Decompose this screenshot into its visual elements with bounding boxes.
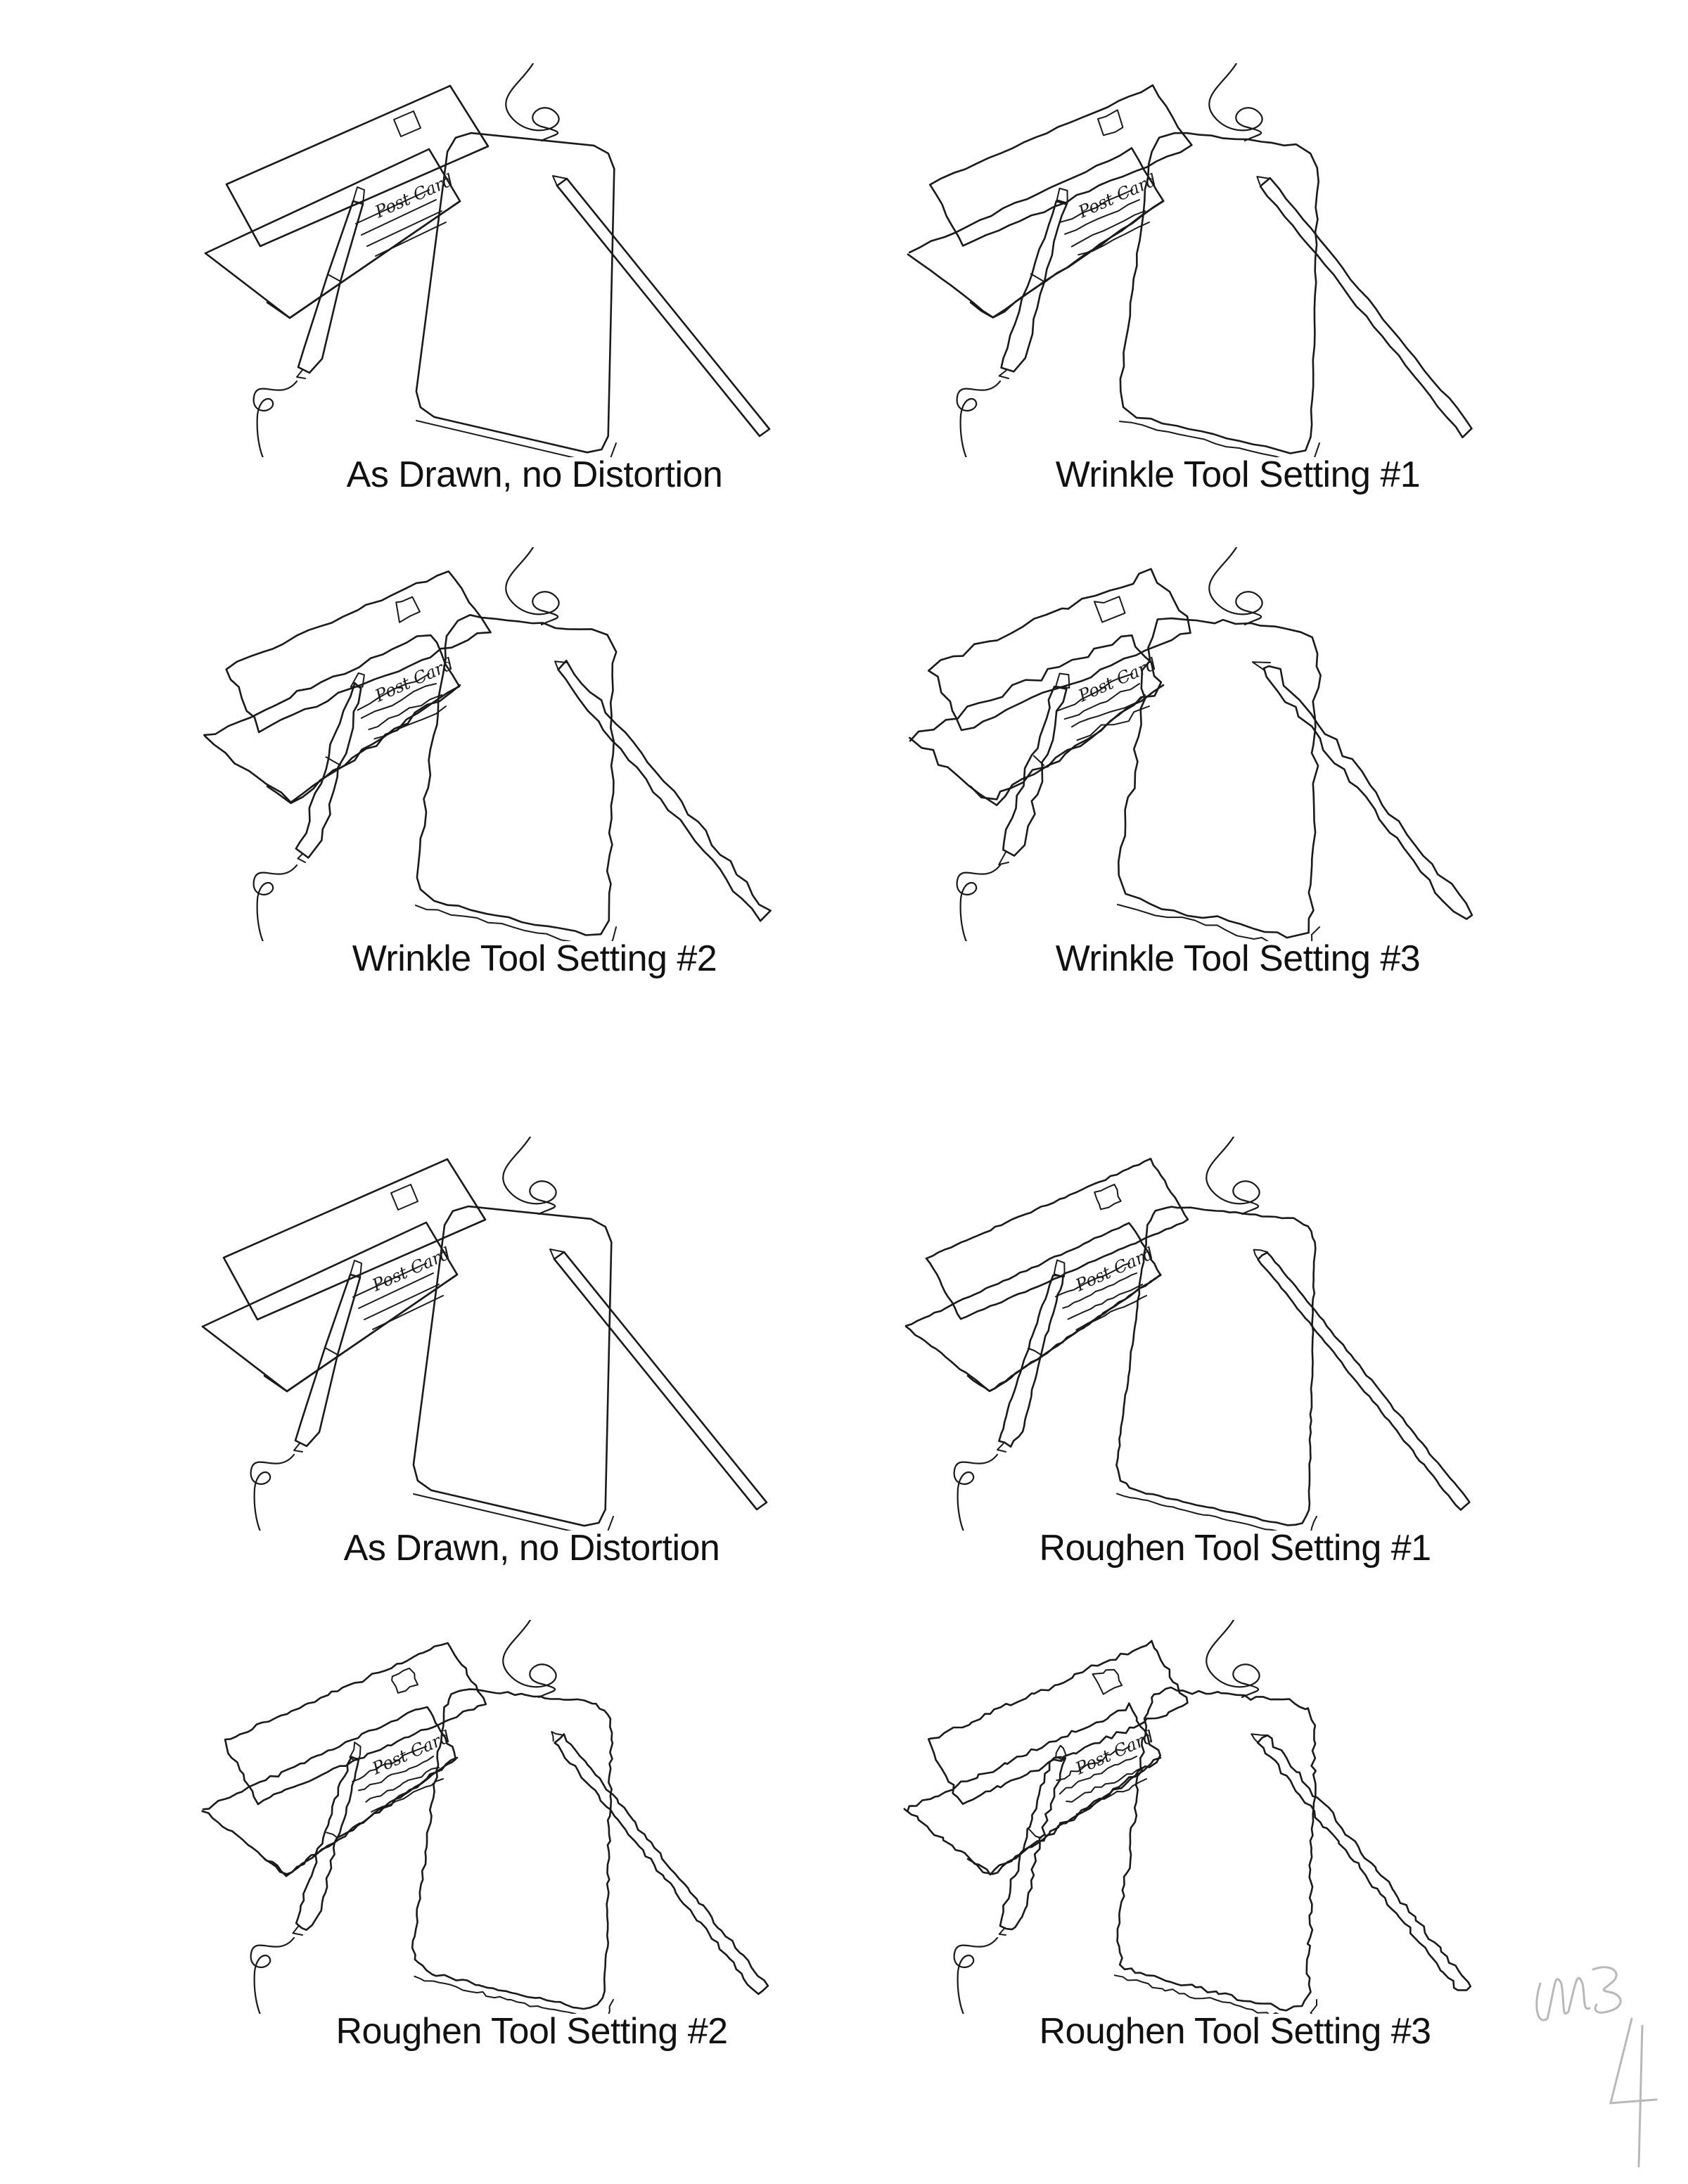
- pen-body: [999, 1275, 1063, 1447]
- line-art-illustration: [890, 1620, 1580, 2014]
- pen-tip: [997, 1443, 1006, 1452]
- pen-tip: [294, 1443, 302, 1452]
- stamp-box: [391, 1184, 418, 1210]
- scribble-loop: [1206, 1620, 1259, 1697]
- scribble-loop: [957, 381, 1000, 457]
- stamp-box: [1094, 596, 1125, 622]
- scribble-loop: [254, 381, 297, 457]
- illustration-panel-2: [893, 63, 1582, 528]
- panel-caption: Wrinkle Tool Setting #2: [352, 938, 717, 979]
- panel-caption: Wrinkle Tool Setting #1: [1055, 454, 1421, 495]
- stamp-box: [392, 1668, 418, 1693]
- front-postcard: [909, 148, 1163, 318]
- stamp-box: [394, 111, 421, 136]
- notebook-page-edge: [1115, 1975, 1317, 2014]
- pen-tip: [999, 1928, 1006, 1936]
- pencil: [1260, 178, 1471, 438]
- pen-body: [1002, 201, 1067, 371]
- notebook-page-edge: [1118, 905, 1319, 941]
- scribble-loop: [503, 1137, 556, 1214]
- line-art-illustration: [187, 1620, 876, 2014]
- pencil: [1264, 666, 1472, 919]
- postcard-handwriting: Post Card: [372, 653, 456, 706]
- pen-body: [1003, 687, 1066, 856]
- illustration-panel-7: [187, 1620, 876, 2084]
- pen-cap: [353, 187, 364, 204]
- notebook: [412, 1690, 613, 2009]
- front-postcard: [908, 1704, 1160, 1875]
- postcard-handwriting: Post Card: [369, 1243, 454, 1296]
- illustration-panel-1: [190, 63, 879, 528]
- scribble-loop: [506, 547, 558, 625]
- address-line: [1078, 222, 1149, 255]
- pencil: [557, 179, 769, 436]
- front-postcard-edge: [909, 685, 1163, 805]
- pen-tip: [297, 370, 305, 378]
- postcard-handwriting: Post Card: [1073, 1243, 1157, 1296]
- pen-grip: [1028, 1829, 1041, 1838]
- scribble-loop: [254, 865, 297, 941]
- pencil: [554, 1252, 767, 1509]
- postcard-handwriting: Post Card: [369, 1726, 454, 1779]
- pen-body: [295, 1275, 360, 1446]
- pen-cap: [1057, 189, 1068, 203]
- pencil: [1258, 1735, 1471, 1990]
- line-art-illustration: [890, 1137, 1580, 1531]
- pen-grip: [326, 1832, 338, 1838]
- scribble-loop: [251, 1455, 294, 1531]
- line-art-illustration: [893, 547, 1582, 941]
- scribble-loop: [1209, 63, 1262, 141]
- line-art-illustration: [190, 63, 879, 457]
- pen-tip: [999, 851, 1009, 864]
- pen-grip: [328, 274, 340, 281]
- scribble-loop: [251, 1938, 294, 2014]
- front-postcard: [910, 635, 1161, 799]
- stamp-box: [1094, 1184, 1121, 1209]
- scribble-loop: [503, 1620, 556, 1697]
- scribble-loop: [954, 1455, 997, 1531]
- scribble-loop: [1206, 1137, 1259, 1214]
- scribble-loop: [957, 865, 1000, 941]
- pen-cap: [350, 1260, 362, 1277]
- illustration-panel-8: [890, 1620, 1580, 2084]
- artist-signature-icon: [1526, 1941, 1667, 2173]
- stamp-box: [1093, 1670, 1123, 1694]
- back-postcard: [226, 571, 491, 732]
- panel-caption: Wrinkle Tool Setting #3: [1055, 938, 1421, 979]
- postcard-handwriting: Post Card: [1073, 1726, 1157, 1779]
- pencil: [558, 660, 771, 921]
- pencil: [1258, 1253, 1470, 1510]
- scribble-loop: [506, 63, 558, 141]
- scribble-loop: [1209, 547, 1262, 625]
- line-art-illustration: [187, 1137, 876, 1531]
- illustration-panel-5: [187, 1137, 876, 1601]
- pen-grip: [1028, 1348, 1041, 1355]
- postcard-handwriting: Post Card: [1075, 653, 1160, 706]
- line-art-illustration: [190, 547, 879, 941]
- stamp-box: [1098, 110, 1123, 135]
- postcard-handwriting: Post Card: [1075, 170, 1160, 222]
- postcard-handwriting: Post Card: [372, 170, 456, 222]
- pen-tip: [999, 371, 1009, 378]
- stamp-box: [396, 597, 420, 622]
- scribble-loop: [954, 1938, 997, 2014]
- panel-caption: Roughen Tool Setting #3: [1039, 2011, 1431, 2052]
- pen-grip: [325, 1348, 338, 1355]
- pen-body: [298, 201, 363, 373]
- panel-caption: As Drawn, no Distortion: [343, 1528, 720, 1569]
- illustration-panel-6: [890, 1137, 1580, 1601]
- line-art-illustration: [893, 63, 1582, 457]
- illustration-panel-4: [893, 547, 1582, 1011]
- pen-grip: [1031, 274, 1044, 281]
- notebook-page-edge: [1120, 421, 1319, 457]
- panel-caption: Roughen Tool Setting #2: [335, 2011, 728, 2052]
- pencil: [555, 1734, 768, 1994]
- panel-caption: Roughen Tool Setting #1: [1039, 1528, 1431, 1569]
- illustration-panel-3: [190, 547, 879, 1011]
- panel-caption: As Drawn, no Distortion: [346, 454, 723, 495]
